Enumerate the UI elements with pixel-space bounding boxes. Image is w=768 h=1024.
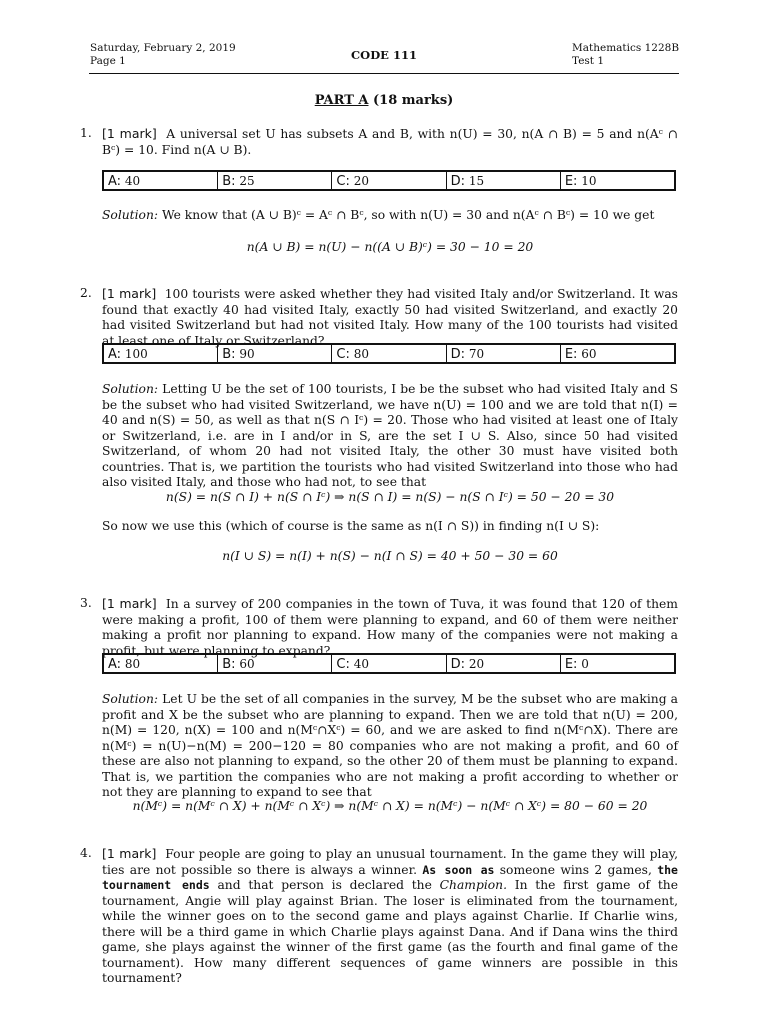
question-mark: [1 mark] bbox=[102, 846, 157, 861]
header-code: CODE 111 bbox=[351, 48, 417, 62]
answer-option-a[interactable]: A: 80 bbox=[104, 655, 218, 672]
answer-choices-3 bbox=[102, 653, 676, 674]
solution-label: Solution: bbox=[102, 692, 159, 706]
answer-option-e[interactable]: E: 60 bbox=[564, 347, 597, 362]
answer-option-c[interactable]: C: 20 bbox=[332, 172, 446, 189]
equation: n(A ∪ B) = n(U) − n((A ∪ B)ᶜ) = 30 − 10 = 20 bbox=[246, 240, 534, 254]
question-number: 4. bbox=[80, 846, 92, 860]
header-page: Page 1 bbox=[90, 55, 126, 67]
question-number: 3. bbox=[80, 596, 92, 610]
solution-label: Solution: bbox=[102, 208, 159, 222]
question-text: Four people are going to play an unusual tournament. In the game they will play, ties are not possible so there is always a winner. bbox=[102, 847, 678, 877]
answer-option-b[interactable]: B: 25 bbox=[218, 172, 332, 189]
emphasis-champion: Champion. bbox=[439, 878, 507, 892]
answer-option-c[interactable]: C: 80 bbox=[332, 345, 446, 362]
answer-option-d[interactable]: D: 70 bbox=[447, 345, 561, 362]
answer-option-e[interactable]: E: 0 bbox=[564, 657, 589, 672]
solution-label: Solution: bbox=[102, 382, 159, 396]
answer-option-c[interactable]: C: 40 bbox=[332, 655, 446, 672]
solution-2 bbox=[102, 382, 678, 491]
question-mark: [1 mark] bbox=[102, 596, 157, 611]
answer-option-d[interactable]: D: 20 bbox=[447, 655, 561, 672]
answer-option-a[interactable]: A: 40 bbox=[104, 172, 218, 189]
header-rule bbox=[89, 73, 679, 74]
emphasis-tournament-ends: the tournament ends bbox=[102, 862, 678, 892]
equation: n(I ∪ S) = n(I) + n(S) − n(I ∩ S) = 40 + 50 − 30 = 60 bbox=[222, 549, 558, 563]
solution-text: Letting U be the set of 100 tourists, I be be the subset who had visited Italy and S be the subset who had visited Switzerland, we have n(U) = 100 and we are told that n(I) = 40 and n(S) = 50, as well as that n(S ∩ Iᶜ) = 20. Those who had visited at least one of Italy or Switzerland, i.e. are in I and/or in S, are the set I ∪ S. Also, since 50 had visited Switzerland, of whom 20 had not visited Italy, the other 30 must have visited both countries. That is, we partition the tourists who had visited Switzerland into those who had also visited Italy, and those who had not, to see that bbox=[102, 382, 678, 489]
answer-option-e[interactable]: E: 10 bbox=[564, 174, 597, 189]
header-date: Saturday, February 2, 2019 bbox=[90, 42, 236, 54]
solution-1 bbox=[102, 208, 678, 224]
answer-option-b[interactable]: B: 60 bbox=[218, 655, 332, 672]
header-course: Mathematics 1228B bbox=[572, 42, 680, 54]
solution-3 bbox=[102, 692, 678, 801]
question-mark: [1 mark] bbox=[102, 286, 157, 301]
question-text: A universal set U has subsets A and B, with n(U) = 30, n(A ∩ B) = 5 and n(Aᶜ ∩ Bᶜ) = 10. Find n(A ∪ B). bbox=[102, 127, 678, 157]
emphasis-as-soon-as: As soon as bbox=[422, 862, 495, 877]
answer-option-a[interactable]: A: 100 bbox=[104, 345, 218, 362]
part-name: PART A bbox=[314, 93, 369, 108]
part-marks: (18 marks) bbox=[373, 93, 454, 108]
question-number: 2. bbox=[80, 286, 92, 300]
header-right bbox=[572, 42, 679, 68]
question-mark: [1 mark] bbox=[102, 126, 157, 141]
answer-choices-1 bbox=[102, 170, 676, 191]
question-3 bbox=[80, 596, 678, 659]
answer-choices-2 bbox=[102, 343, 676, 364]
question-text: In a survey of 200 companies in the town of Tuva, it was found that 120 of them were making a profit, 100 of them were planning to expand, and 60 of them were neither making a profit nor planning to expand. How many of the companies were not making a profit, but were planning to expand? bbox=[102, 597, 678, 658]
question-1 bbox=[80, 126, 678, 158]
question-text: 100 tourists were asked whether they had visited Italy and/or Switzerland. It was found that exactly 40 had visited Italy, exactly 50 had visited Switzerland, and exactly 20 had visited Switzerland but had not visited Italy. How many of the 100 tourists had visited at least one of Italy or Switzerland? bbox=[102, 287, 678, 348]
question-number: 1. bbox=[80, 126, 92, 140]
solution-continuation: So now we use this (which of course is the same as n(I ∩ S)) in finding n(I ∪ S): bbox=[102, 519, 600, 533]
question-4: 4. [1 mark] Four people are going to play an unusual tournament. In the game they will play, ties are not possible so there is always a winner. As soon as someone wins 2 games, the tournament ends and that person is declared the Champion. In the first game of the tournament, Angie will play against Brian. The loser is eliminated from the tournament, while the winner goes on to the second game and plays against Charlie. If Charlie wins, there will be a third game in which Charlie plays against Dana. And if Dana wins the third game, she plays against the winner of the first game (as the fourth and final game of the tournament). How many different sequences of game winners are possible in this tournament? bbox=[80, 846, 678, 985]
equation: n(S) = n(S ∩ I) + n(S ∩ Iᶜ) ⇒ n(S ∩ I) = n(S) − n(S ∩ Iᶜ) = 50 − 20 = 30 bbox=[165, 490, 615, 504]
question-2 bbox=[80, 286, 678, 349]
header-test: Test 1 bbox=[572, 55, 605, 67]
part-title bbox=[0, 93, 768, 108]
solution-text: We know that (A ∪ B)ᶜ = Aᶜ ∩ Bᶜ, so with n(U) = 30 and n(Aᶜ ∩ Bᶜ) = 10 we get bbox=[161, 208, 655, 222]
answer-option-b[interactable]: B: 90 bbox=[218, 345, 332, 362]
solution-text: Let U be the set of all companies in the survey, M be the subset who are making a profit and X be the subset who are planning to expand. Then we are told that n(U) = 200, n(M) = 120, n(X) = 100 and n(Mᶜ∩Xᶜ) = 60, and we are asked to find n(Mᶜ∩X). There are n(Mᶜ) = n(U)−n(M) = 200−120 = 80 companies who are not making a profit, and 60 of these are also not planning to expand, so the other 20 of them must be planning to expand. That is, we partition the companies who are not making a profit according to whether or not they are planning to expand to see that bbox=[102, 692, 678, 799]
answer-option-d[interactable]: D: 15 bbox=[447, 172, 561, 189]
equation: n(Mᶜ) = n(Mᶜ ∩ X) + n(Mᶜ ∩ Xᶜ) ⇒ n(Mᶜ ∩ X) = n(Mᶜ) − n(Mᶜ ∩ Xᶜ) = 80 − 60 = 20 bbox=[132, 799, 648, 813]
